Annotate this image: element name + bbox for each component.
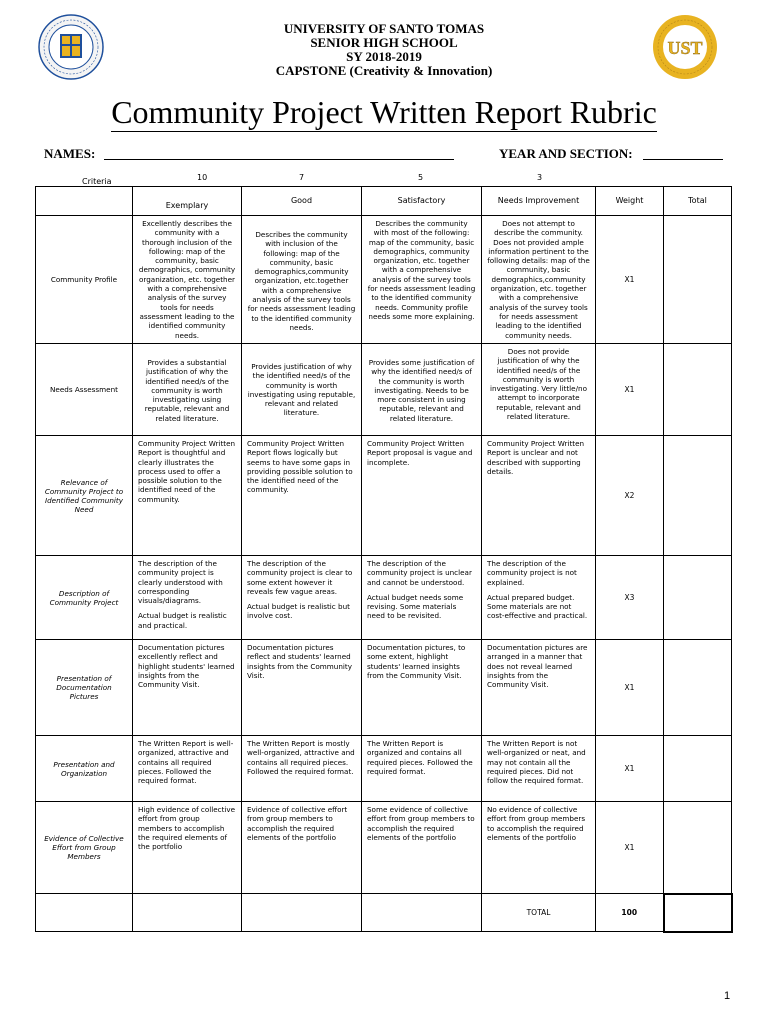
good-cell: Describes the community with inclusion of the following: map of the community, basic demographics,community organization, etc.together with a comprehensive analysis of the survey tools for needs assessment leading to the identified community needs. [242, 216, 362, 344]
exemplary-cell: Community Project Written Report is thoughtful and clearly illustrates the process used to offer a possible solution to the identified need of the community. [133, 436, 242, 556]
criterion-cell: Community Profile [36, 216, 133, 344]
exemplary-cell [133, 556, 242, 640]
good-cell [242, 556, 362, 640]
exemplary-cell: Documentation pictures excellently reflect and highlight students' learned insights from the Community Visit. [133, 640, 242, 736]
good-description: The description of the community project is clear to some extent however it reveals few vague areas. [247, 559, 353, 596]
weight-cell: X1 [596, 736, 664, 802]
satisfactory-cell: Provides some justification of why the identified need/s of the community is worth investigating. Needs to be more consistent in using reputable, relevant and related literature. [362, 344, 482, 436]
table-row [36, 640, 732, 736]
header-criteria-cell [36, 187, 133, 216]
header-needs-improvement: Needs Improvement [482, 187, 596, 216]
satisfactory-cell: Describes the community with most of the following: map of the community, basic demographics, community organization, etc. together with a comprehensive analysis of the survey tools for needs assessment leading to the identified community needs. Community profile needs some more explaining. [362, 216, 482, 344]
total-cell [664, 436, 732, 556]
ust-shs-seal [652, 14, 718, 80]
total-row-empty-cell [362, 894, 482, 932]
needs-improvement-cell [482, 556, 596, 640]
header-weight: Weight [596, 187, 664, 216]
good-budget: Actual budget is realistic but involve cost. [247, 602, 350, 621]
exemplary-cell: The Written Report is well-organized, attractive and contains all required pieces. Followed the required format. [133, 736, 242, 802]
svg-text:UST: UST [667, 38, 703, 58]
weight-cell: X1 [596, 640, 664, 736]
total-cell [664, 344, 732, 436]
total-row-empty-cell [242, 894, 362, 932]
names-label: NAMES: [44, 146, 96, 161]
table-row [36, 436, 732, 556]
needs-improvement-description: The description of the community project is not explained. [487, 559, 577, 587]
weight-cell: X1 [596, 802, 664, 894]
good-cell: Community Project Written Report flows logically but seems to have some gaps in providing possible solution to the identified need of the community. [242, 436, 362, 556]
header-total: Total [664, 187, 732, 216]
satisfactory-cell [362, 556, 482, 640]
good-cell: The Written Report is mostly well-organized, attractive and contains all required pieces. Followed the required format. [242, 736, 362, 802]
good-cell: Evidence of collective effort from group members to accomplish the required elements of the portfolio [242, 802, 362, 894]
criterion-cell: Evidence of Collective Effort from Group Members [36, 802, 133, 894]
course-name: CAPSTONE (Creativity & Innovation) [275, 63, 493, 78]
score-good: 7 [299, 173, 305, 182]
total-cell [664, 736, 732, 802]
exemplary-cell: Excellently describes the community with a thorough inclusion of the following: map of the community, basic demographics, community organization, etc. together with a comprehensive analysis of the survey tools for needs assessment leading to the identified community needs. [133, 216, 242, 344]
exemplary-budget: Actual budget is realistic and practical. [138, 611, 227, 630]
table-row [36, 736, 732, 802]
needs-improvement-budget: Actual prepared budget. Some materials are not cost-effective and practical. [487, 592, 588, 621]
needs-improvement-cell: No evidence of collective effort from group members to accomplish the required elements of the portfolio [482, 802, 596, 894]
header-satisfactory: Satisfactory [362, 187, 482, 216]
needs-improvement-cell: Does not provide justification of why the identified need/s of the community is worth investigating. Very little/no attempt to incorporate reputable, relevant and related literature. [482, 344, 596, 436]
exemplary-cell: Provides a substantial justification of why the identified need/s of the community is worth investigating using reputable, relevant and related literature. [133, 344, 242, 436]
criteria-label: Criteria [82, 177, 112, 186]
criterion-cell: Presentation of Documentation Pictures [36, 640, 133, 736]
year-section-blank-line [643, 159, 723, 160]
total-cell [664, 216, 732, 344]
satisfactory-cell: Some evidence of collective effort from group members to accomplish the required elements of the portfolio [362, 802, 482, 894]
criterion-cell: Relevance of Community Project to Identified Community Need [36, 436, 133, 556]
weight-cell: X3 [596, 556, 664, 640]
table-header-row [36, 187, 732, 216]
satisfactory-cell: The Written Report is organized and contains all required pieces. Followed the required format. [362, 736, 482, 802]
weight-cell: X2 [596, 436, 664, 556]
weight-cell: X1 [596, 344, 664, 436]
satisfactory-cell: Documentation pictures, to some extent, highlight students' learned insights from the Community Visit. [362, 640, 482, 736]
total-cell [664, 640, 732, 736]
document-title: Community Project Written Report Rubric [111, 94, 657, 130]
criterion-cell: Needs Assessment [36, 344, 133, 436]
table-row [36, 216, 732, 344]
good-cell: Documentation pictures reflect and students' learned insights from the Community Visit. [242, 640, 362, 736]
rubric-table [35, 186, 733, 933]
header-exemplary: Exemplary [133, 187, 242, 216]
satisfactory-cell: Community Project Written Report proposal is vague and incomplete. [362, 436, 482, 556]
total-cell [664, 802, 732, 894]
weight-cell: X1 [596, 216, 664, 344]
needs-improvement-cell: Documentation pictures are arranged in a manner that does not reveal learned insights from the Community Visit. [482, 640, 596, 736]
score-satisfactory: 5 [418, 173, 424, 182]
criterion-cell: Description of Community Project [36, 556, 133, 640]
total-points: 100 [596, 894, 664, 932]
table-row [36, 344, 732, 436]
total-row-empty-cell [36, 894, 133, 932]
good-cell: Provides justification of why the identified need/s of the community is worth investigating using reputable, relevant and related literature. [242, 344, 362, 436]
table-row [36, 556, 732, 640]
satisfactory-budget: Actual budget needs some revising. Some materials need to be revisited. [367, 592, 464, 621]
needs-improvement-cell: Does not attempt to describe the community. Does not provided ample information pertinent to the following details: map of the community, basic demographics,community organization, etc. together with a comprehensive analysis of the survey tools for needs assessment leading to the identified community needs. [482, 216, 596, 344]
total-label: TOTAL [482, 894, 596, 932]
exemplary-cell: High evidence of collective effort from group members to accomplish the required elements of the portfolio [133, 802, 242, 894]
needs-improvement-cell: Community Project Written Report is unclear and not described with supporting details. [482, 436, 596, 556]
ust-pontifical-seal [38, 14, 104, 80]
total-cell [664, 556, 732, 640]
year-section-label: YEAR AND SECTION: [499, 146, 633, 161]
total-score-box[interactable] [664, 894, 732, 932]
header-good: Good [242, 187, 362, 216]
exemplary-description: The description of the community project is clearly understood with corresponding visuals/diagrams. [138, 559, 223, 606]
score-exemplary: 10 [197, 173, 208, 182]
needs-improvement-cell: The Written Report is not well-organized or neat, and may not contain all the required pieces. Did not follow the required format. [482, 736, 596, 802]
total-row-empty-cell [133, 894, 242, 932]
school-level: SENIOR HIGH SCHOOL [310, 35, 458, 50]
school-year: SY 2018-2019 [346, 49, 422, 64]
university-name: UNIVERSITY OF SANTO TOMAS [283, 21, 485, 36]
satisfactory-description: The description of the community project is unclear and cannot be understood. [367, 559, 472, 587]
table-row [36, 802, 732, 894]
page-number: 1 [724, 990, 731, 1002]
criterion-cell: Presentation and Organization [36, 736, 133, 802]
score-needs-improvement: 3 [537, 173, 543, 182]
names-blank-line [104, 159, 454, 160]
total-row [36, 894, 732, 932]
school-header [180, 22, 588, 78]
